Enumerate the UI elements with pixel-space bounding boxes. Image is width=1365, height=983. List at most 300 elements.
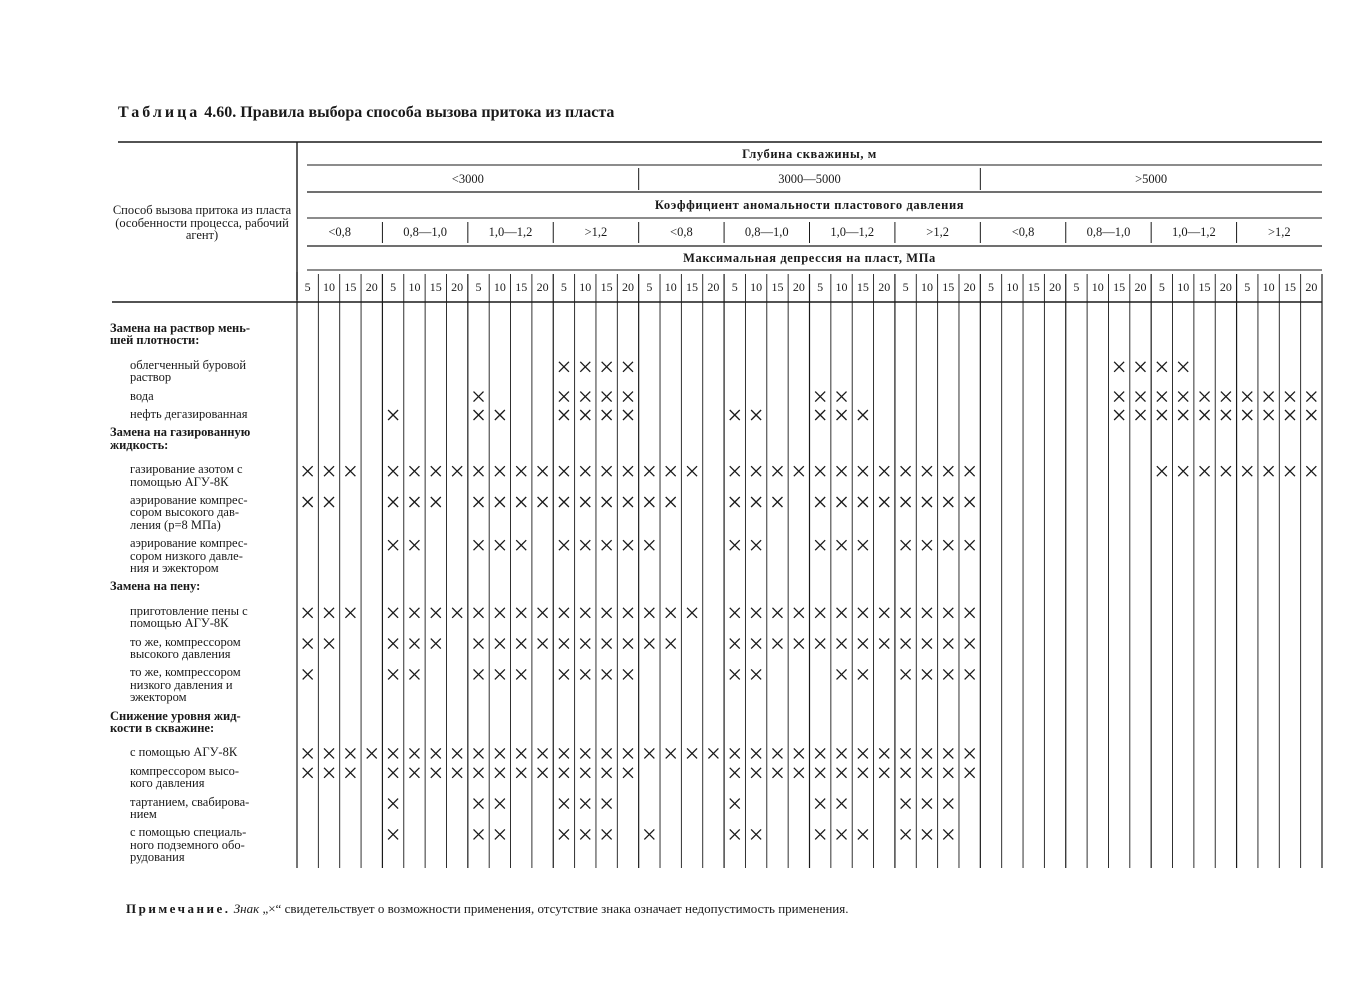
x-mark xyxy=(1306,466,1316,476)
x-mark xyxy=(623,410,633,420)
x-mark xyxy=(559,392,569,402)
table-title-label: Таблица xyxy=(118,104,201,121)
x-mark xyxy=(623,540,633,550)
x-mark xyxy=(943,540,953,550)
x-mark xyxy=(1242,410,1252,420)
x-mark xyxy=(324,497,334,507)
x-mark xyxy=(602,768,612,778)
x-mark xyxy=(303,608,313,618)
x-mark xyxy=(538,466,548,476)
x-mark xyxy=(922,497,932,507)
x-mark xyxy=(367,748,377,758)
x-mark xyxy=(538,497,548,507)
x-mark xyxy=(858,540,868,550)
x-mark xyxy=(943,829,953,839)
x-mark xyxy=(751,410,761,420)
x-mark xyxy=(580,669,590,679)
x-mark xyxy=(901,466,911,476)
depression-label: 15 xyxy=(1198,280,1211,294)
depression-label: 5 xyxy=(902,280,909,294)
depression-label: 15 xyxy=(771,280,784,294)
x-mark xyxy=(1221,410,1231,420)
x-mark xyxy=(495,540,505,550)
x-mark xyxy=(559,466,569,476)
x-mark xyxy=(559,540,569,550)
x-mark xyxy=(303,466,313,476)
x-mark xyxy=(602,639,612,649)
x-mark xyxy=(965,497,975,507)
x-mark xyxy=(388,799,398,809)
x-mark xyxy=(965,540,975,550)
x-mark xyxy=(901,608,911,618)
row-label: то же, компрессором высокого давления xyxy=(130,634,241,661)
x-mark xyxy=(1157,410,1167,420)
x-mark xyxy=(409,466,419,476)
x-mark xyxy=(815,639,825,649)
x-mark xyxy=(1114,410,1124,420)
x-mark xyxy=(345,608,355,618)
x-mark xyxy=(644,748,654,758)
coef-label: 1,0—1,2 xyxy=(488,225,533,239)
x-mark xyxy=(858,748,868,758)
row-label: то же, компрессором низкого давления и эжектором xyxy=(130,665,241,705)
coef-label: 0,8—1,0 xyxy=(1086,225,1131,239)
x-mark xyxy=(751,748,761,758)
depression-label: 20 xyxy=(451,280,464,294)
x-mark xyxy=(474,748,484,758)
x-mark xyxy=(474,829,484,839)
x-mark xyxy=(580,540,590,550)
x-mark xyxy=(730,410,740,420)
x-mark xyxy=(730,466,740,476)
x-mark xyxy=(644,829,654,839)
x-mark xyxy=(666,608,676,618)
depression-label: 15 xyxy=(600,280,613,294)
x-mark xyxy=(452,608,462,618)
x-mark xyxy=(602,392,612,402)
depression-label: 5 xyxy=(560,280,567,294)
x-mark xyxy=(559,829,569,839)
depression-label: 5 xyxy=(817,280,824,294)
depression-label: 5 xyxy=(1073,280,1080,294)
x-mark xyxy=(516,608,526,618)
x-mark xyxy=(559,608,569,618)
x-mark xyxy=(495,768,505,778)
x-mark xyxy=(474,410,484,420)
depression-label: 20 xyxy=(536,280,549,294)
x-mark xyxy=(858,829,868,839)
x-mark xyxy=(474,768,484,778)
x-mark xyxy=(687,466,697,476)
x-mark xyxy=(623,392,633,402)
x-mark xyxy=(922,748,932,758)
x-mark xyxy=(1221,392,1231,402)
x-mark xyxy=(730,748,740,758)
x-mark xyxy=(516,497,526,507)
x-mark xyxy=(1135,392,1145,402)
x-mark xyxy=(943,608,953,618)
x-mark xyxy=(602,410,612,420)
x-mark xyxy=(602,748,612,758)
x-mark xyxy=(815,829,825,839)
x-mark xyxy=(324,466,334,476)
depression-label: 20 xyxy=(878,280,891,294)
note-sign: „×“ xyxy=(262,901,282,916)
x-mark xyxy=(602,362,612,372)
x-mark xyxy=(1285,410,1295,420)
x-mark xyxy=(837,768,847,778)
x-mark xyxy=(495,748,505,758)
x-mark xyxy=(602,799,612,809)
x-mark xyxy=(751,497,761,507)
x-mark xyxy=(559,362,569,372)
x-mark xyxy=(538,608,548,618)
x-mark xyxy=(687,608,697,618)
coef-label: >1,2 xyxy=(926,225,949,239)
depression-label: 10 xyxy=(1262,280,1275,294)
depression-label: 15 xyxy=(1113,280,1126,294)
x-mark xyxy=(303,748,313,758)
x-mark xyxy=(901,669,911,679)
x-mark xyxy=(1242,466,1252,476)
x-mark xyxy=(772,768,782,778)
x-mark xyxy=(815,466,825,476)
depression-label: 20 xyxy=(1049,280,1062,294)
x-mark xyxy=(559,497,569,507)
x-mark xyxy=(815,410,825,420)
coef-label: 0,8—1,0 xyxy=(403,225,447,239)
depression-label: 10 xyxy=(664,280,677,294)
row-group-label: Замена на газированную жидкость: xyxy=(110,425,251,452)
x-mark xyxy=(858,466,868,476)
x-mark xyxy=(623,768,633,778)
x-mark xyxy=(922,799,932,809)
coef-label: <0,8 xyxy=(1011,225,1035,239)
depth-label: 3000—5000 xyxy=(778,172,841,186)
x-mark xyxy=(580,410,590,420)
x-mark xyxy=(943,768,953,778)
x-mark xyxy=(708,748,718,758)
depression-label: 15 xyxy=(344,280,357,294)
x-mark xyxy=(538,768,548,778)
x-mark xyxy=(965,608,975,618)
x-mark xyxy=(559,768,569,778)
coef-title: Коэффициент аномальности пластового давления xyxy=(654,198,965,212)
x-mark xyxy=(794,466,804,476)
x-mark xyxy=(1221,466,1231,476)
depression-label: 15 xyxy=(429,280,442,294)
x-mark xyxy=(922,639,932,649)
x-mark xyxy=(772,497,782,507)
x-mark xyxy=(922,768,932,778)
x-mark xyxy=(730,608,740,618)
x-mark xyxy=(1242,392,1252,402)
x-mark xyxy=(965,466,975,476)
x-mark xyxy=(580,608,590,618)
x-mark xyxy=(324,608,334,618)
x-mark xyxy=(474,608,484,618)
depression-label: 10 xyxy=(493,280,506,294)
x-mark xyxy=(538,748,548,758)
x-mark xyxy=(409,540,419,550)
x-mark xyxy=(495,829,505,839)
x-mark xyxy=(580,639,590,649)
x-mark xyxy=(879,748,889,758)
x-mark xyxy=(495,669,505,679)
x-mark xyxy=(837,497,847,507)
x-mark xyxy=(858,410,868,420)
x-mark xyxy=(943,466,953,476)
x-mark xyxy=(474,497,484,507)
x-mark xyxy=(730,768,740,778)
coef-label: >1,2 xyxy=(584,225,608,239)
coef-label: 1,0—1,2 xyxy=(830,225,875,239)
x-mark xyxy=(559,748,569,758)
x-mark xyxy=(965,669,975,679)
x-mark xyxy=(1178,362,1188,372)
note-sign-label: Знак xyxy=(233,901,260,916)
coef-label: <0,8 xyxy=(670,225,693,239)
x-mark xyxy=(837,540,847,550)
table-note xyxy=(126,901,848,917)
row-label: аэрирование компрес- сором низкого давле- ния и эжектором xyxy=(130,536,248,575)
row-label: с помощью специаль- ного подземного обо- рудования xyxy=(130,825,247,865)
x-mark xyxy=(303,497,313,507)
x-mark xyxy=(623,748,633,758)
row-label: компрессором высо- кого давления xyxy=(130,763,240,791)
note-text: свидетельствует о возможности применения, отсутствие знака означает недопустимость применения. xyxy=(284,901,849,916)
x-mark xyxy=(644,466,654,476)
x-mark xyxy=(858,497,868,507)
x-mark xyxy=(431,608,441,618)
x-mark xyxy=(580,748,590,758)
x-mark xyxy=(837,799,847,809)
x-mark xyxy=(666,497,676,507)
x-mark xyxy=(388,608,398,618)
depression-label: 10 xyxy=(579,280,592,294)
x-mark xyxy=(623,362,633,372)
x-mark xyxy=(965,639,975,649)
depression-label: 20 xyxy=(1219,280,1232,294)
x-mark xyxy=(644,608,654,618)
row-label: с помощью АГУ-8К xyxy=(130,745,238,760)
x-mark xyxy=(580,466,590,476)
x-mark xyxy=(409,608,419,618)
x-mark xyxy=(1157,392,1167,402)
row-label: газирование азотом с помощью АГУ-8К xyxy=(130,462,243,489)
depression-label: 10 xyxy=(323,280,336,294)
x-mark xyxy=(666,639,676,649)
x-mark xyxy=(559,639,569,649)
x-mark xyxy=(772,639,782,649)
x-mark xyxy=(303,639,313,649)
x-mark xyxy=(580,392,590,402)
x-mark xyxy=(965,768,975,778)
x-mark xyxy=(730,639,740,649)
x-mark xyxy=(794,768,804,778)
row-group-label: Снижение уровня жид- кости в скважине: xyxy=(110,708,241,735)
x-mark xyxy=(602,497,612,507)
x-mark xyxy=(495,410,505,420)
x-mark xyxy=(751,768,761,778)
x-mark xyxy=(751,669,761,679)
depth-label: <3000 xyxy=(451,172,484,186)
x-mark xyxy=(452,768,462,778)
x-mark xyxy=(815,748,825,758)
coef-label: 0,8—1,0 xyxy=(744,225,789,239)
x-mark xyxy=(901,799,911,809)
x-mark xyxy=(324,768,334,778)
x-mark xyxy=(409,497,419,507)
x-mark xyxy=(431,466,441,476)
depression-label: 5 xyxy=(731,280,738,294)
x-mark xyxy=(901,639,911,649)
x-mark xyxy=(815,392,825,402)
x-mark xyxy=(388,768,398,778)
x-mark xyxy=(901,497,911,507)
depression-label: 10 xyxy=(835,280,848,294)
x-mark xyxy=(580,799,590,809)
x-mark xyxy=(901,540,911,550)
x-mark xyxy=(879,768,889,778)
x-mark xyxy=(837,392,847,402)
depression-label: 20 xyxy=(792,280,805,294)
x-mark xyxy=(452,466,462,476)
depression-label: 5 xyxy=(475,280,482,294)
x-mark xyxy=(837,608,847,618)
x-mark xyxy=(1285,392,1295,402)
stub-header: Способ вызова притока из пласта (особенности процесса, рабочий агент) xyxy=(112,203,292,242)
x-mark xyxy=(303,669,313,679)
x-mark xyxy=(879,608,889,618)
x-mark xyxy=(345,466,355,476)
x-mark xyxy=(901,829,911,839)
x-mark xyxy=(815,768,825,778)
x-mark xyxy=(794,639,804,649)
x-mark xyxy=(922,466,932,476)
x-mark xyxy=(559,799,569,809)
x-mark xyxy=(409,669,419,679)
x-mark xyxy=(837,639,847,649)
x-mark xyxy=(431,639,441,649)
x-mark xyxy=(879,466,889,476)
x-mark xyxy=(388,639,398,649)
depression-label: 20 xyxy=(963,280,976,294)
x-mark xyxy=(1264,410,1274,420)
depression-label: 5 xyxy=(646,280,653,294)
x-mark xyxy=(879,497,889,507)
coef-label: 1,0—1,2 xyxy=(1172,225,1216,239)
x-mark xyxy=(730,540,740,550)
x-mark xyxy=(1200,410,1210,420)
x-mark xyxy=(858,608,868,618)
depression-label: 10 xyxy=(1177,280,1190,294)
note-lead: Примечание. xyxy=(126,901,231,916)
x-mark xyxy=(623,669,633,679)
x-mark xyxy=(815,608,825,618)
depression-label: 5 xyxy=(304,280,311,294)
x-mark xyxy=(474,799,484,809)
x-mark xyxy=(751,540,761,550)
x-mark xyxy=(495,466,505,476)
x-mark xyxy=(1264,392,1274,402)
x-mark xyxy=(538,639,548,649)
x-mark xyxy=(879,639,889,649)
x-mark xyxy=(901,748,911,758)
x-mark xyxy=(516,540,526,550)
table-title-text: 4.60. Правила выбора способа вызова притока из пласта xyxy=(204,104,615,121)
row-label: вода xyxy=(130,388,154,403)
x-mark xyxy=(580,829,590,839)
x-mark xyxy=(922,540,932,550)
x-mark xyxy=(495,608,505,618)
x-mark xyxy=(815,497,825,507)
x-mark xyxy=(431,768,441,778)
depression-label: 5 xyxy=(390,280,397,294)
depression-label: 15 xyxy=(515,280,528,294)
x-mark xyxy=(751,639,761,649)
x-mark xyxy=(474,392,484,402)
x-mark xyxy=(730,829,740,839)
x-mark xyxy=(559,669,569,679)
x-mark xyxy=(1135,362,1145,372)
x-mark xyxy=(602,540,612,550)
x-mark xyxy=(943,497,953,507)
x-mark xyxy=(837,669,847,679)
depression-label: 15 xyxy=(1283,280,1296,294)
x-mark xyxy=(474,540,484,550)
x-mark xyxy=(602,466,612,476)
x-mark xyxy=(901,768,911,778)
x-mark xyxy=(644,497,654,507)
x-mark xyxy=(324,639,334,649)
depression-label: 15 xyxy=(1027,280,1040,294)
x-mark xyxy=(388,497,398,507)
x-mark xyxy=(602,669,612,679)
x-mark xyxy=(751,608,761,618)
row-label: приготовление пены с помощью АГУ-8К xyxy=(130,603,248,631)
x-mark xyxy=(623,466,633,476)
x-mark xyxy=(922,829,932,839)
x-mark xyxy=(666,466,676,476)
x-mark xyxy=(345,748,355,758)
row-label: аэрирование компрес- сором высокого дав- ления (p=8 МПа) xyxy=(130,493,248,532)
coef-label: <0,8 xyxy=(328,225,352,239)
x-mark xyxy=(943,639,953,649)
x-mark xyxy=(516,748,526,758)
depression-label: 5 xyxy=(1244,280,1251,294)
depression-label: 20 xyxy=(1305,280,1318,294)
x-mark xyxy=(943,748,953,758)
x-mark xyxy=(858,639,868,649)
depression-label: 20 xyxy=(365,280,378,294)
x-mark xyxy=(943,799,953,809)
x-mark xyxy=(794,748,804,758)
x-mark xyxy=(858,768,868,778)
x-mark xyxy=(559,410,569,420)
x-mark xyxy=(388,748,398,758)
x-mark xyxy=(644,540,654,550)
x-mark xyxy=(815,799,825,809)
x-mark xyxy=(772,608,782,618)
x-mark xyxy=(730,669,740,679)
x-mark xyxy=(1200,466,1210,476)
x-mark xyxy=(730,497,740,507)
depression-label: 10 xyxy=(1006,280,1019,294)
x-mark xyxy=(794,608,804,618)
x-mark xyxy=(1178,410,1188,420)
x-mark xyxy=(644,639,654,649)
